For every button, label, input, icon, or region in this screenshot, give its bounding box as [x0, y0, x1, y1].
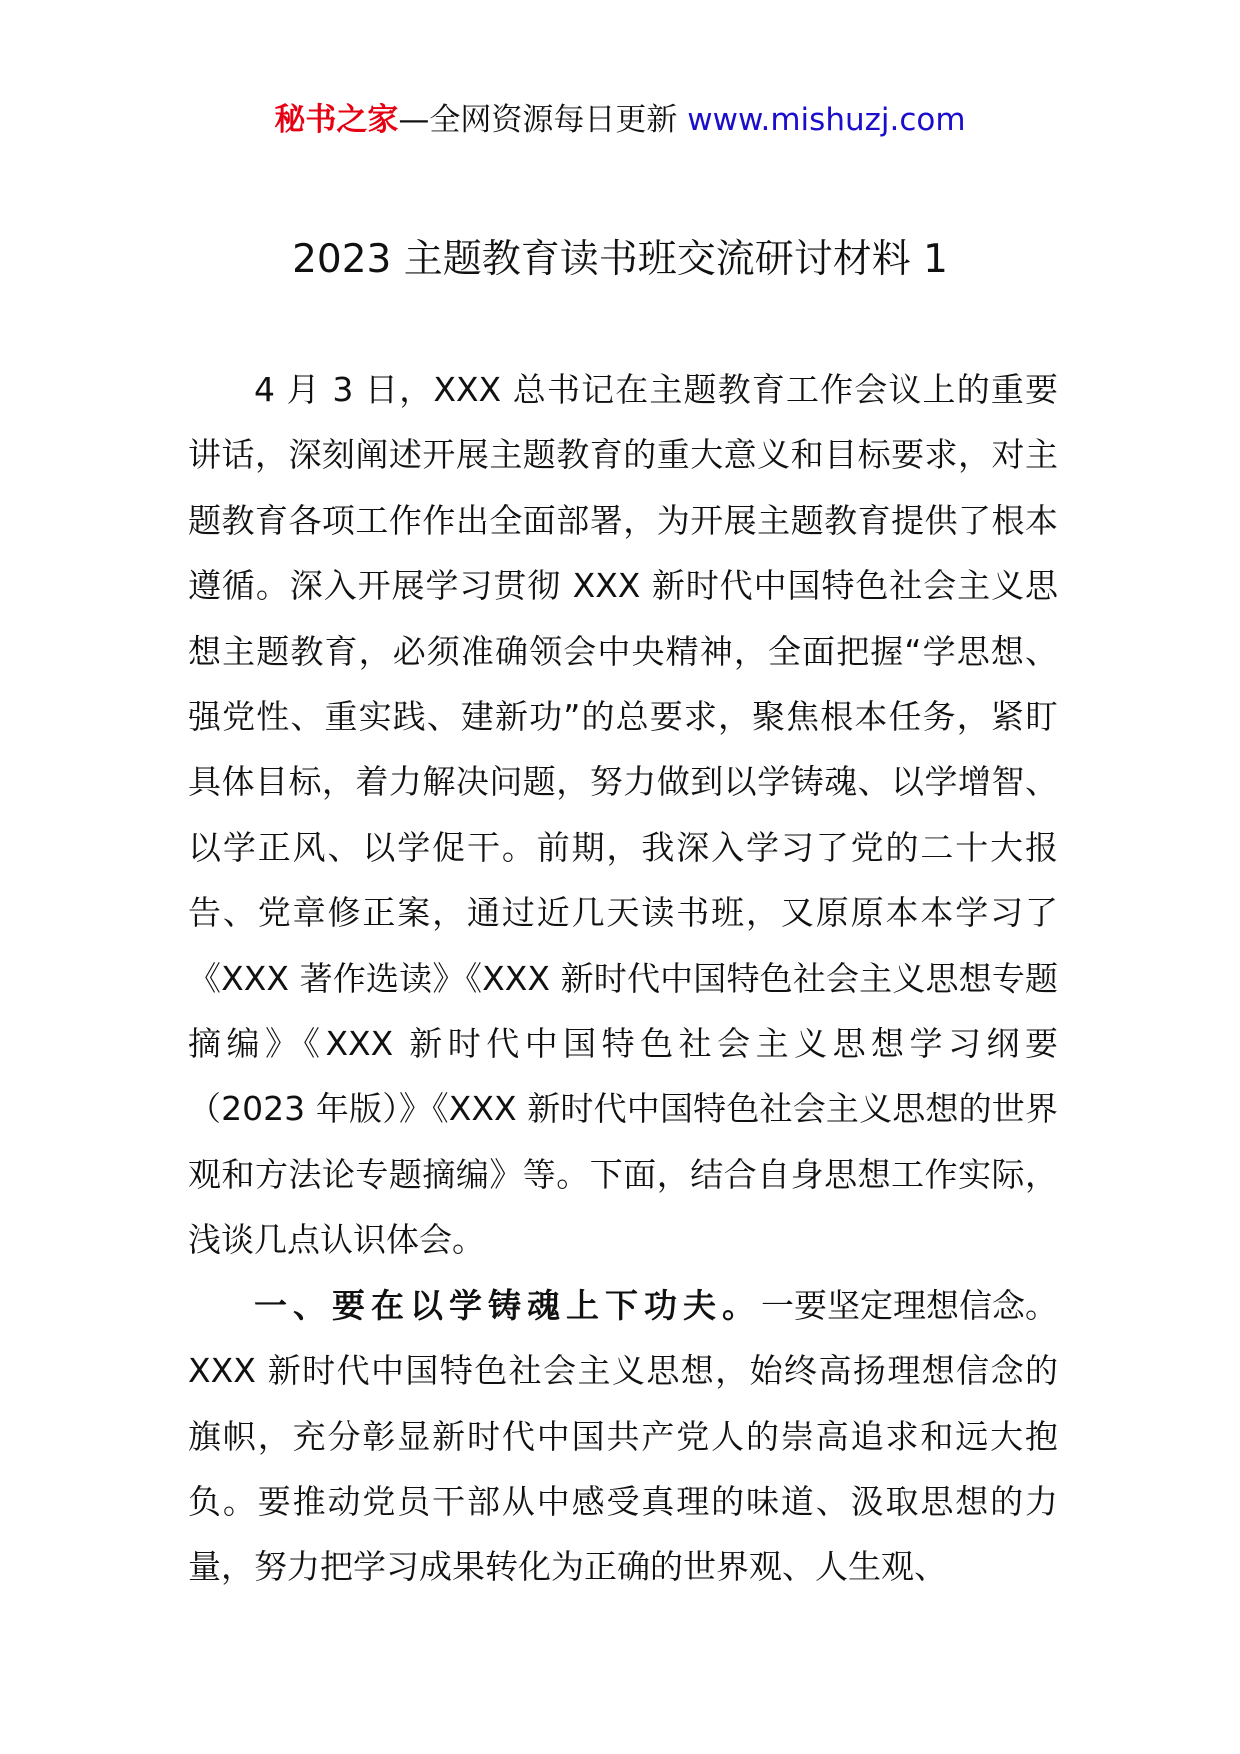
- section-heading: 一、要在以学铸魂上下功夫。: [254, 1285, 761, 1325]
- site-url[interactable]: www.mishuzj.com: [687, 102, 966, 138]
- paragraph-intro: [188, 357, 1058, 1273]
- paragraph-text: 一要坚定理想信念。XXX 新时代中国特色社会主义思想，始终高扬理想信念的旗帜，充分彰显新时代中国共产党人的崇高追求和远大抱负。要推动党员干部从中感受真理的味道、汲取思想的力量，努力把学习成果转化为正确的世界观、人生观、: [188, 1285, 1058, 1587]
- document-body: [188, 357, 1058, 1600]
- paragraph-text: 4 月 3 日，XXX 总书记在主题教育工作会议上的重要讲话，深刻阐述开展主题教育的重大意义和目标要求，对主题教育各项工作作出全面部署，为开展主题教育提供了根本遵循。深入开展学习贯彻 XXX 新时代中国特色社会主义思想主题教育，必须准确领会中央精神，全面把握“学思想、强党性、重实践、建新功”的总要求，聚焦根本任务，紧盯具体目标，着力解决问题，努力做到以学铸魂、以学增智、以学正风、以学促干。前期，我深入学习了党的二十大报告、党章修正案，通过近几天读书班，又原原本本学习了《XXX 著作选读》《XXX 新时代中国特色社会主义思想专题摘编》《XXX 新时代中国特色社会主义思想学习纲要（2023 年版）》《XXX 新时代中国特色社会主义思想的世界观和方法论专题摘编》等。下面，结合自身思想工作实际，浅谈几点认识体会。: [188, 370, 1058, 1260]
- brand-name: 秘书之家: [274, 102, 399, 138]
- paragraph-section-one: [188, 1273, 1058, 1600]
- header-banner: [0, 98, 1240, 142]
- document-title: 2023 主题教育读书班交流研讨材料 1: [292, 237, 948, 282]
- header-tagline: —全网资源每日更新: [398, 102, 688, 138]
